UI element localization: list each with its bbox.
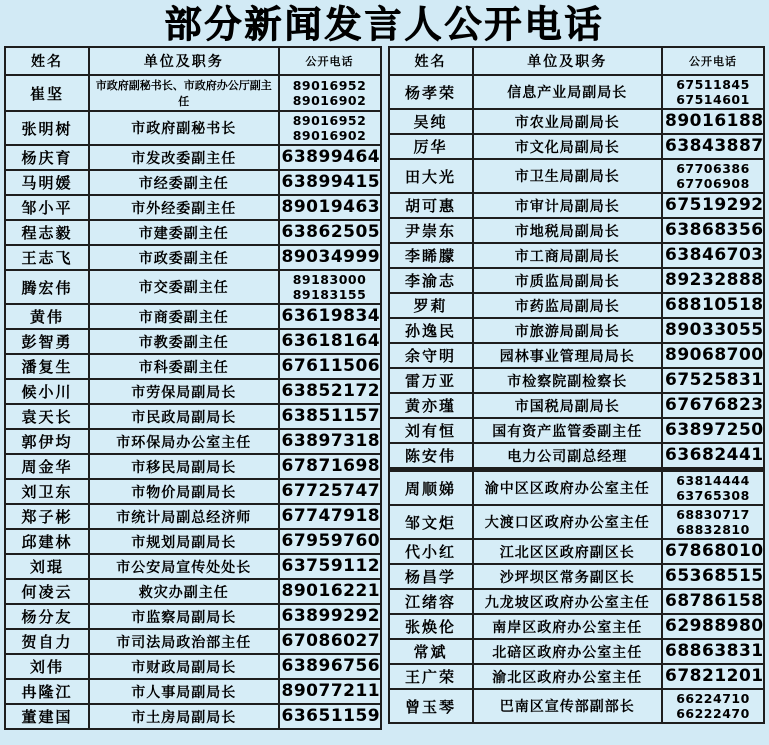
phone-number: 89016221: [281, 581, 381, 602]
phone-number: 63619834: [281, 306, 381, 327]
unit-and-title: 市人事局副局长: [89, 679, 279, 704]
spokesperson-name: 余守明: [389, 343, 473, 368]
unit-and-title: 九龙坡区政府办公室主任: [473, 589, 663, 614]
phone-number: 89016902: [292, 128, 367, 143]
unit-and-title: 沙坪坝区常务副区长: [473, 564, 663, 589]
spokesperson-name: 常斌: [389, 639, 473, 664]
phone-number: 63897250: [665, 420, 764, 441]
phone-number: 63868356: [665, 220, 764, 241]
unit-and-title: 园林事业管理局局长: [473, 343, 663, 368]
phone-number: 67725747: [281, 481, 381, 502]
tables-container: [0, 46, 769, 730]
public-phone: [279, 245, 381, 270]
unit-and-title: 信息产业局副局长: [473, 75, 663, 109]
public-phone: [279, 145, 381, 170]
table-row: [5, 195, 381, 220]
spokesperson-name: 郭伊均: [5, 429, 89, 454]
table-row: [389, 243, 765, 268]
table-row: [389, 193, 765, 218]
spokesperson-name: 邱建林: [5, 529, 89, 554]
phone-number: 89033055: [665, 320, 764, 341]
public-phone: [662, 293, 764, 318]
phone-number: 89016902: [292, 93, 367, 108]
public-phone: [279, 379, 381, 404]
phone-number: 66222470: [676, 706, 750, 721]
phone-number: 63899464: [281, 147, 381, 168]
phone-number: 67871698: [281, 456, 381, 477]
table-row: [389, 293, 765, 318]
public-phone: [279, 354, 381, 379]
unit-and-title: 大渡口区政府办公室主任: [473, 505, 663, 539]
phone-number: 67514601: [676, 92, 750, 107]
phone-number: 65368515: [665, 566, 764, 587]
public-phone: [662, 268, 764, 293]
unit-and-title: 市国税局副局长: [473, 393, 663, 418]
public-phone: [662, 589, 764, 614]
unit-and-title: 电力公司副总经理: [473, 443, 663, 470]
unit-and-title: 北碚区政府办公室主任: [473, 639, 663, 664]
spokesperson-name: 黄亦瑾: [389, 393, 473, 418]
spokesperson-name: 王广荣: [389, 664, 473, 689]
table-row: [389, 268, 765, 293]
table-row: [389, 418, 765, 443]
spokesperson-name: 刘琨: [5, 554, 89, 579]
spokesperson-name: 崔坚: [5, 75, 89, 111]
spokesperson-name: 腾宏伟: [5, 270, 89, 304]
unit-and-title: 市旅游局副局长: [473, 318, 663, 343]
table-section: [389, 75, 765, 470]
public-phone: [279, 329, 381, 354]
spokesperson-name: 尹崇东: [389, 218, 473, 243]
public-phone: [662, 159, 764, 193]
public-phone: [279, 479, 381, 504]
unit-and-title: 市环保局办公室主任: [89, 429, 279, 454]
table-row: [389, 564, 765, 589]
public-phone: [279, 75, 381, 111]
right-table-container: [388, 46, 766, 730]
spokesperson-name: 刘伟: [5, 654, 89, 679]
table-row: [389, 664, 765, 689]
spokesperson-name: 杨孝荣: [389, 75, 473, 109]
phone-number: 67525831: [665, 370, 764, 391]
public-phone: [279, 270, 381, 304]
phone-number: 63843887: [665, 136, 764, 157]
table-row: [389, 134, 765, 159]
unit-and-title: 市文化局副局长: [473, 134, 663, 159]
phone-number: 63765308: [676, 488, 750, 503]
table-row: [5, 354, 381, 379]
spokesperson-name: 杨分友: [5, 604, 89, 629]
unit-and-title: 渝中区区政府办公室主任: [473, 470, 663, 506]
public-phone: [662, 134, 764, 159]
phone-number: 63759112: [281, 556, 381, 577]
table-row: [389, 343, 765, 368]
spokesperson-name: 李渝志: [389, 268, 473, 293]
phone-number: 89068700: [665, 345, 764, 366]
table-row: [5, 304, 381, 329]
phone-number: 67959760: [281, 531, 381, 552]
unit-and-title: 市物价局副局长: [89, 479, 279, 504]
unit-and-title: 市教委副主任: [89, 329, 279, 354]
phone-number: 67706908: [676, 176, 750, 191]
spokesperson-name: 雷万亚: [389, 368, 473, 393]
unit-and-title: 市规划局副局长: [89, 529, 279, 554]
table-row: [5, 604, 381, 629]
left-table-container: [4, 46, 382, 730]
table-row: [5, 704, 381, 729]
spokesperson-name: 代小红: [389, 539, 473, 564]
table-row: [5, 429, 381, 454]
phone-number: 63814444: [676, 473, 750, 488]
table-row: [5, 75, 381, 111]
table-row: [389, 589, 765, 614]
spokesperson-name: 刘有恒: [389, 418, 473, 443]
spokesperson-name: 厉华: [389, 134, 473, 159]
spokesperson-name: 杨昌学: [389, 564, 473, 589]
spokesperson-name: 周金华: [5, 454, 89, 479]
phone-number: 89183000: [292, 272, 367, 287]
spokesperson-name: 郑子彬: [5, 504, 89, 529]
public-phone: [279, 195, 381, 220]
spokesperson-name: 冉隆江: [5, 679, 89, 704]
table-row: [5, 629, 381, 654]
table-header-row: [5, 47, 381, 75]
unit-and-title: 市农业局副局长: [473, 109, 663, 134]
column-header-phone: 公开电话: [662, 47, 764, 75]
phone-number: 89183155: [292, 287, 367, 302]
phone-number: 68863831: [665, 641, 764, 662]
spokesperson-name: 李睎朦: [389, 243, 473, 268]
table-row: [5, 379, 381, 404]
table-row: [5, 479, 381, 504]
public-phone: [279, 654, 381, 679]
public-phone: [662, 318, 764, 343]
unit-and-title: 市建委副主任: [89, 220, 279, 245]
phone-number: 67747918: [281, 506, 381, 527]
table-row: [389, 689, 765, 723]
unit-and-title: 市发改委副主任: [89, 145, 279, 170]
spokesperson-name: 张明树: [5, 111, 89, 145]
phone-number: 68810518: [665, 295, 764, 316]
table-row: [389, 368, 765, 393]
unit-and-title: 市政府副秘书长、市政府办公厅副主任: [89, 75, 279, 111]
unit-and-title: 巴南区宣传部副部长: [473, 689, 663, 723]
table-row: [389, 75, 765, 109]
phone-number: 89019463: [281, 197, 381, 218]
unit-and-title: 市商委副主任: [89, 304, 279, 329]
column-header-name: 姓名: [5, 47, 89, 75]
spokesperson-name: 彭智勇: [5, 329, 89, 354]
phone-number: 63618164: [281, 331, 381, 352]
public-phone: [279, 170, 381, 195]
public-phone: [662, 470, 764, 506]
public-phone: [662, 443, 764, 470]
table-row: [5, 504, 381, 529]
unit-and-title: 市卫生局副局长: [473, 159, 663, 193]
public-phone: [662, 193, 764, 218]
public-phone: [279, 679, 381, 704]
spokesperson-name: 罗莉: [389, 293, 473, 318]
public-phone: [662, 218, 764, 243]
unit-and-title: 市财政局副局长: [89, 654, 279, 679]
spokesperson-table-left: [4, 46, 382, 730]
table-row: [5, 220, 381, 245]
public-phone: [279, 404, 381, 429]
unit-and-title: 市外经委副主任: [89, 195, 279, 220]
table-row: [389, 159, 765, 193]
unit-and-title: 市科委副主任: [89, 354, 279, 379]
table-row: [5, 145, 381, 170]
public-phone: [662, 418, 764, 443]
public-phone: [662, 343, 764, 368]
public-phone: [662, 639, 764, 664]
public-phone: [662, 75, 764, 109]
public-phone: [279, 220, 381, 245]
table-row: [389, 505, 765, 539]
unit-and-title: 市公安局宣传处处长: [89, 554, 279, 579]
public-phone: [662, 689, 764, 723]
spokesperson-name: 刘卫东: [5, 479, 89, 504]
phone-number: 63851157: [281, 406, 381, 427]
phone-number: 67519292: [665, 195, 764, 216]
spokesperson-name: 董建国: [5, 704, 89, 729]
phone-number: 67676823: [665, 395, 764, 416]
spokesperson-name: 候小川: [5, 379, 89, 404]
spokesperson-name: 张焕伦: [389, 614, 473, 639]
public-phone: [279, 704, 381, 729]
spokesperson-name: 江绪容: [389, 589, 473, 614]
phone-number: 67821201: [665, 666, 764, 687]
spokesperson-name: 贺自力: [5, 629, 89, 654]
unit-and-title: 市政府副秘书长: [89, 111, 279, 145]
spokesperson-name: 邹文炬: [389, 505, 473, 539]
unit-and-title: 市政委副主任: [89, 245, 279, 270]
phone-number: 89016188: [665, 111, 764, 132]
table-row: [5, 529, 381, 554]
column-header-phone: 公开电话: [279, 47, 381, 75]
table-row: [389, 318, 765, 343]
phone-number: 63682441: [665, 445, 764, 466]
column-header-name: 姓名: [389, 47, 473, 75]
spokesperson-name: 孙逸民: [389, 318, 473, 343]
column-header-unit: 单位及职务: [473, 47, 663, 75]
page-title: 部分新闻发言人公开电话: [164, 3, 605, 46]
phone-number: 67511845: [676, 77, 750, 92]
public-phone: [279, 579, 381, 604]
phone-number: 89016952: [292, 113, 367, 128]
phone-number: 63862505: [281, 222, 381, 243]
public-phone: [279, 629, 381, 654]
spokesperson-name: 吴纯: [389, 109, 473, 134]
spokesperson-name: 周顺娣: [389, 470, 473, 506]
spokesperson-name: 潘复生: [5, 354, 89, 379]
unit-and-title: 市司法局政治部主任: [89, 629, 279, 654]
phone-number: 67611506: [281, 356, 381, 377]
table-row: [5, 404, 381, 429]
phone-number: 63899415: [281, 172, 381, 193]
table-header-row: [389, 47, 765, 75]
table-row: [5, 554, 381, 579]
table-row: [389, 639, 765, 664]
spokesperson-name: 何凌云: [5, 579, 89, 604]
public-phone: [279, 304, 381, 329]
unit-and-title: 南岸区政府办公室主任: [473, 614, 663, 639]
public-phone: [662, 664, 764, 689]
public-phone: [662, 243, 764, 268]
spokesperson-name: 胡可惠: [389, 193, 473, 218]
unit-and-title: 国有资产监管委副主任: [473, 418, 663, 443]
table-section: [5, 75, 381, 729]
unit-and-title: 市民政局副局长: [89, 404, 279, 429]
public-phone: [279, 529, 381, 554]
public-phone: [279, 554, 381, 579]
phone-number: 68786158: [665, 591, 764, 612]
unit-and-title: 市交委副主任: [89, 270, 279, 304]
phone-number: 63846703: [665, 245, 764, 266]
table-row: [5, 329, 381, 354]
public-phone: [279, 604, 381, 629]
phone-number: 89232888: [665, 270, 764, 291]
table-row: [389, 614, 765, 639]
unit-and-title: 市地税局副局长: [473, 218, 663, 243]
unit-and-title: 市劳保局副局长: [89, 379, 279, 404]
phone-number: 63899292: [281, 606, 381, 627]
table-row: [389, 443, 765, 470]
phone-number: 89016952: [292, 78, 367, 93]
public-phone: [662, 564, 764, 589]
spokesperson-name: 邹小平: [5, 195, 89, 220]
table-row: [389, 393, 765, 418]
table-row: [5, 654, 381, 679]
public-phone: [662, 109, 764, 134]
spokesperson-name: 程志毅: [5, 220, 89, 245]
phone-number: 67868010: [665, 541, 764, 562]
phone-number: 66224710: [676, 691, 750, 706]
phone-number: 63651159: [281, 706, 381, 727]
phone-number: 89077211: [281, 681, 381, 702]
public-phone: [662, 539, 764, 564]
phone-number: 63896756: [281, 656, 381, 677]
unit-and-title: 渝北区政府办公室主任: [473, 664, 663, 689]
unit-and-title: 救灾办副主任: [89, 579, 279, 604]
public-phone: [279, 429, 381, 454]
column-header-unit: 单位及职务: [89, 47, 279, 75]
public-phone: [662, 505, 764, 539]
public-phone: [662, 393, 764, 418]
spokesperson-table-right: [388, 46, 766, 724]
table-row: [5, 454, 381, 479]
table-row: [5, 270, 381, 304]
public-phone: [279, 454, 381, 479]
unit-and-title: 市监察局副局长: [89, 604, 279, 629]
phone-number: 89034999: [281, 247, 381, 268]
unit-and-title: 江北区区政府副区长: [473, 539, 663, 564]
unit-and-title: 市统计局副总经济师: [89, 504, 279, 529]
spokesperson-name: 马明媛: [5, 170, 89, 195]
unit-and-title: 市审计局副局长: [473, 193, 663, 218]
unit-and-title: 市质监局副局长: [473, 268, 663, 293]
table-row: [5, 170, 381, 195]
spokesperson-name: 杨庆育: [5, 145, 89, 170]
unit-and-title: 市工商局副局长: [473, 243, 663, 268]
table-row: [389, 470, 765, 506]
phone-number: 68832810: [676, 522, 750, 537]
public-phone: [279, 504, 381, 529]
table-row: [5, 679, 381, 704]
phone-number: 62988980: [665, 616, 764, 637]
table-row: [5, 579, 381, 604]
table-section: [389, 470, 765, 724]
phone-number: 67706386: [676, 161, 750, 176]
spokesperson-name: 曾玉琴: [389, 689, 473, 723]
table-row: [5, 111, 381, 145]
unit-and-title: 市检察院副检察长: [473, 368, 663, 393]
phone-number: 63852172: [281, 381, 381, 402]
spokesperson-name: 王志飞: [5, 245, 89, 270]
unit-and-title: 市药监局副局长: [473, 293, 663, 318]
table-row: [389, 218, 765, 243]
spokesperson-name: 田大光: [389, 159, 473, 193]
public-phone: [279, 111, 381, 145]
table-row: [5, 245, 381, 270]
unit-and-title: 市土房局副局长: [89, 704, 279, 729]
unit-and-title: 市移民局副局长: [89, 454, 279, 479]
phone-number: 68830717: [676, 507, 750, 522]
public-phone: [662, 368, 764, 393]
spokesperson-name: 黄伟: [5, 304, 89, 329]
phone-number: 67086027: [281, 631, 381, 652]
public-phone: [662, 614, 764, 639]
table-row: [389, 539, 765, 564]
spokesperson-name: 袁天长: [5, 404, 89, 429]
unit-and-title: 市经委副主任: [89, 170, 279, 195]
spokesperson-name: 陈安伟: [389, 443, 473, 470]
table-row: [389, 109, 765, 134]
phone-number: 63897318: [281, 431, 381, 452]
